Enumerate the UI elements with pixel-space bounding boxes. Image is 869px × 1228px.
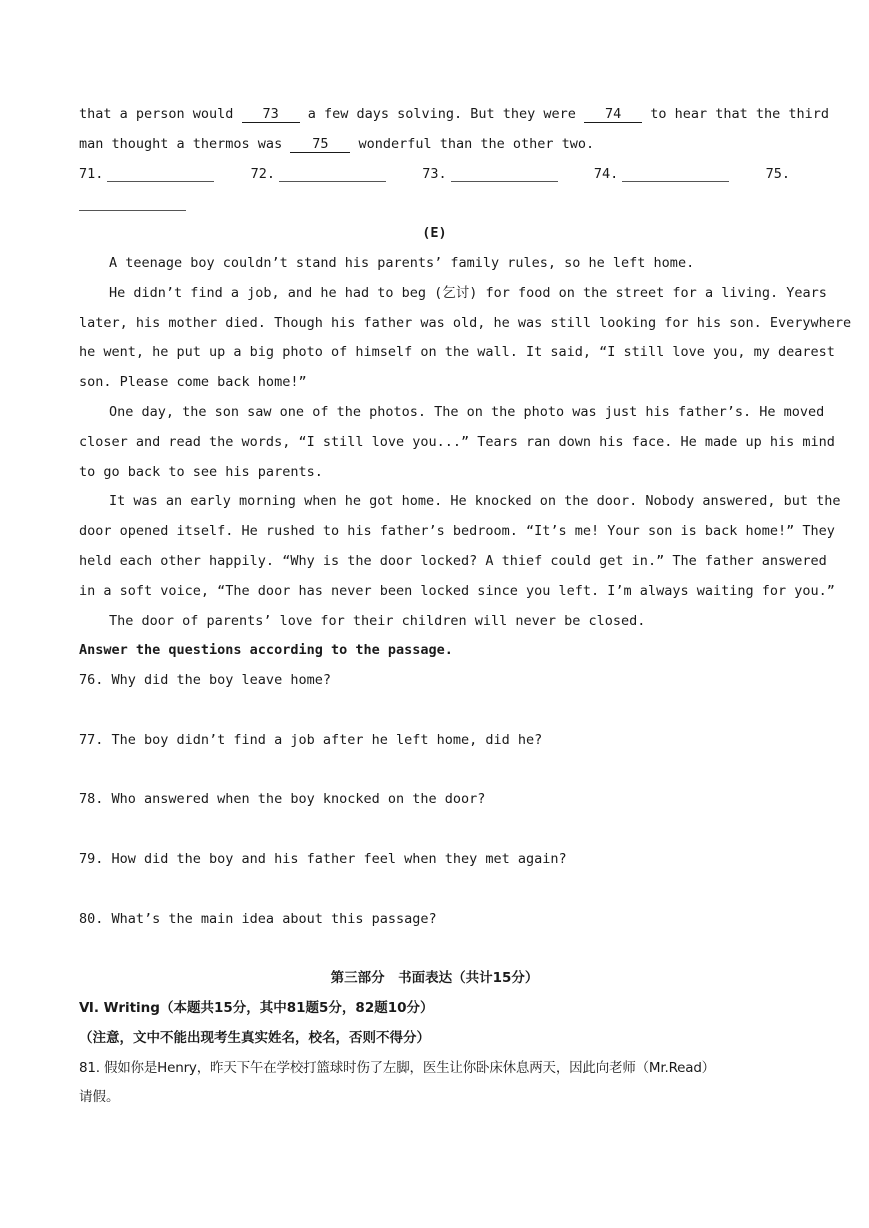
cloze-line-1: that a person would 73 a few days solving. But they were 74 to hear that the third <box>79 106 830 122</box>
answer-line <box>279 166 386 182</box>
writing-note: （注意，文中不能出现考生真实姓名，校名，否则不得分） <box>79 1029 430 1046</box>
answer-72: 72. <box>251 160 386 190</box>
answer-space <box>79 815 790 845</box>
answer-75: 75. <box>765 165 790 182</box>
paragraph-line: later, his mother died. Though his father was old, he was still looking for his son. Everywhere <box>79 314 852 331</box>
paragraph-line: It was an early morning when he got home. He knocked on the door. Nobody answered, but the <box>109 493 841 510</box>
paragraph-line: son. Please come back home!” <box>79 374 307 391</box>
question-81-line-2: 请假。 <box>79 1089 120 1106</box>
paragraph-line: door opened itself. He rushed to his father’s bedroom. “It’s me! Your son is back home!” They <box>79 523 835 540</box>
blank-74: 74 <box>584 106 642 123</box>
paragraph-line: he went, he put up a big photo of himself on the wall. It said, “I still love you, my dearest <box>79 344 835 361</box>
paragraph-line: He didn’t find a job, and he had to beg (乞讨) for food on the street for a living. Years <box>109 284 827 301</box>
part3-title: 第三部分 书面表达（共计15分） <box>330 970 539 987</box>
paragraph-line: The door of parents’ love for their children will never be closed. <box>109 612 646 629</box>
answer-line <box>107 166 214 182</box>
answer-line <box>79 195 186 211</box>
answer-73: 73. <box>422 160 557 190</box>
answer-line <box>451 166 558 182</box>
paragraph-line: One day, the son saw one of the photos. The on the photo was just his father’s. He moved <box>109 403 825 420</box>
paragraph-line: A teenage boy couldn’t stand his parents’ family rules, so he left home. <box>109 254 695 271</box>
answer-75-line-row <box>79 189 790 219</box>
writing-section-heading: Ⅵ. Writing（本题共15分，其中81题5分，82题10分） <box>79 999 434 1016</box>
answer-space <box>79 756 790 786</box>
paragraph-line: closer and read the words, “I still love you...” Tears ran down his face. He made up his mind <box>79 433 835 450</box>
paragraph-line: held each other happily. “Why is the door locked? A thief could get in.” The father answered <box>79 552 827 569</box>
cloze-line-2: man thought a thermos was 75 wonderful than the other two. <box>79 135 595 152</box>
blank-75: 75 <box>290 136 350 153</box>
document-page <box>79 100 852 1113</box>
question-81-line-1: 81. 假如你是Henry，昨天下午在学校打篮球时伤了左脚，医生让你卧床休息两天，因此向老师（Mr.Read） <box>79 1059 715 1076</box>
answer-74: 74. <box>594 160 729 190</box>
answer-space <box>79 934 790 964</box>
question-78: 78. Who answered when the boy knocked on the door? <box>79 791 486 808</box>
question-76: 76. Why did the boy leave home? <box>79 672 331 689</box>
questions-instruction: Answer the questions according to the passage. <box>79 642 453 659</box>
answer-space <box>79 875 790 905</box>
blank-73: 73 <box>242 106 300 123</box>
question-77: 77. The boy didn’t find a job after he left home, did he? <box>79 731 543 748</box>
answer-space <box>79 696 790 726</box>
answer-line <box>622 166 729 182</box>
question-80: 80. What’s the main idea about this passage? <box>79 910 437 927</box>
paragraph-line: in a soft voice, “The door has never been locked since you left. I’m always waiting for you.” <box>79 582 835 599</box>
paragraph-line: to go back to see his parents. <box>79 463 323 480</box>
answer-blanks-row <box>79 160 790 190</box>
passage-heading: (E) <box>422 225 447 242</box>
answer-71: 71. <box>79 160 214 190</box>
question-79: 79. How did the boy and his father feel when they met again? <box>79 850 567 867</box>
